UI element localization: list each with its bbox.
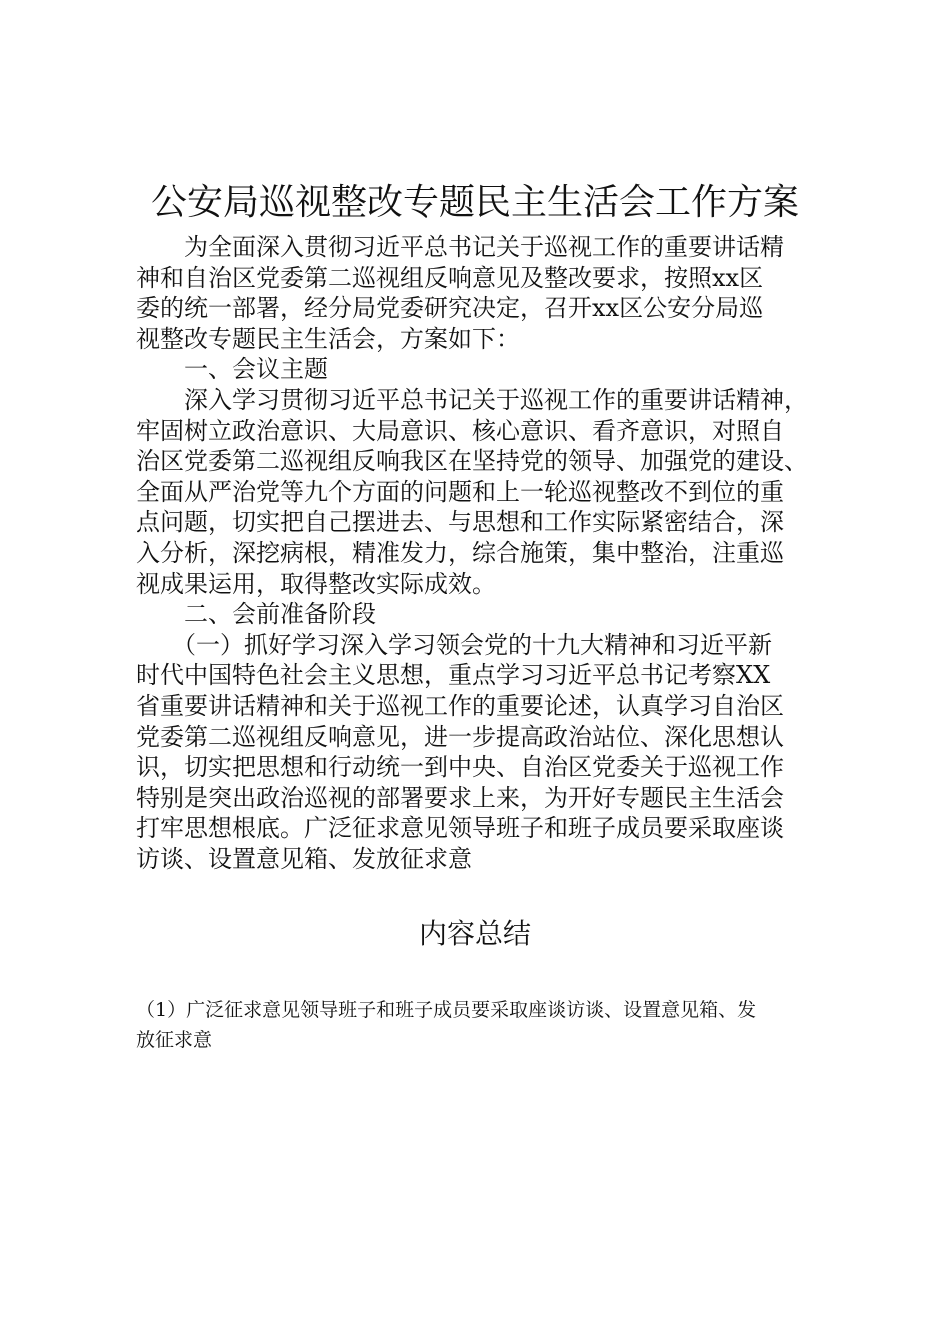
body-line: 党委第二巡视组反响意见，进一步提高政治站位、深化思想认 (136, 722, 784, 751)
body-line: 深入学习贯彻习近平总书记关于巡视工作的重要讲话精神， (136, 385, 808, 414)
body-line: 全面从严治党等九个方面的问题和上一轮巡视整改不到位的重 (136, 477, 784, 506)
body-line: 访谈、设置意见箱、发放征求意 (136, 844, 472, 873)
body-line: 治区党委第二巡视组反响我区在坚持党的领导、加强党的建设、 (136, 447, 808, 476)
body-line: 入分析，深挖病根，精准发力，综合施策，集中整治，注重巡 (136, 538, 784, 567)
section-heading-1: 一、会议主题 (136, 355, 328, 384)
summary-line: 放征求意 (136, 1029, 213, 1051)
body-line: 为全面深入贯彻习近平总书记关于巡视工作的重要讲话精 (136, 233, 784, 261)
body-line: 神和自治区党委第二巡视组反响意见及整改要求，按照xx区 (136, 263, 764, 292)
summary-heading: 内容总结 (418, 917, 531, 950)
body-line: 视成果运用，取得整改实际成效。 (136, 569, 496, 598)
body-line: 委的统一部署，经分局党委研究决定，召开xx区公安分局巡 (136, 294, 764, 323)
body-line: （一）抓好学习深入学习领会党的十九大精神和习近平新 (136, 630, 772, 659)
body-line: 时代中国特色社会主义思想，重点学习习近平总书记考察XX (136, 661, 771, 690)
body-line: 视整改专题民主生活会，方案如下： (136, 324, 520, 353)
body-line: 特别是突出政治巡视的部署要求上来，为开好专题民主生活会 (136, 783, 784, 812)
section-heading-2: 二、会前准备阶段 (136, 600, 376, 629)
body-line: 省重要讲话精神和关于巡视工作的重要论述，认真学习自治区 (136, 691, 784, 720)
body-line: 点问题，切实把自己摆进去、与思想和工作实际紧密结合，深 (136, 508, 784, 537)
summary-body (136, 995, 836, 1055)
document-body (136, 232, 836, 874)
body-line: 牢固树立政治意识、大局意识、核心意识、看齐意识，对照自 (136, 416, 784, 445)
summary-line: （1）广泛征求意见领导班子和班子成员要采取座谈访谈、设置意见箱、发 (136, 999, 757, 1021)
document-title: 公安局巡视整改专题民主生活会工作方案 (150, 182, 799, 223)
body-line: 打牢思想根底。广泛征求意见领导班子和班子成员要采取座谈 (136, 814, 784, 843)
body-line: 识，切实把思想和行动统一到中央、自治区党委关于巡视工作 (136, 753, 784, 782)
